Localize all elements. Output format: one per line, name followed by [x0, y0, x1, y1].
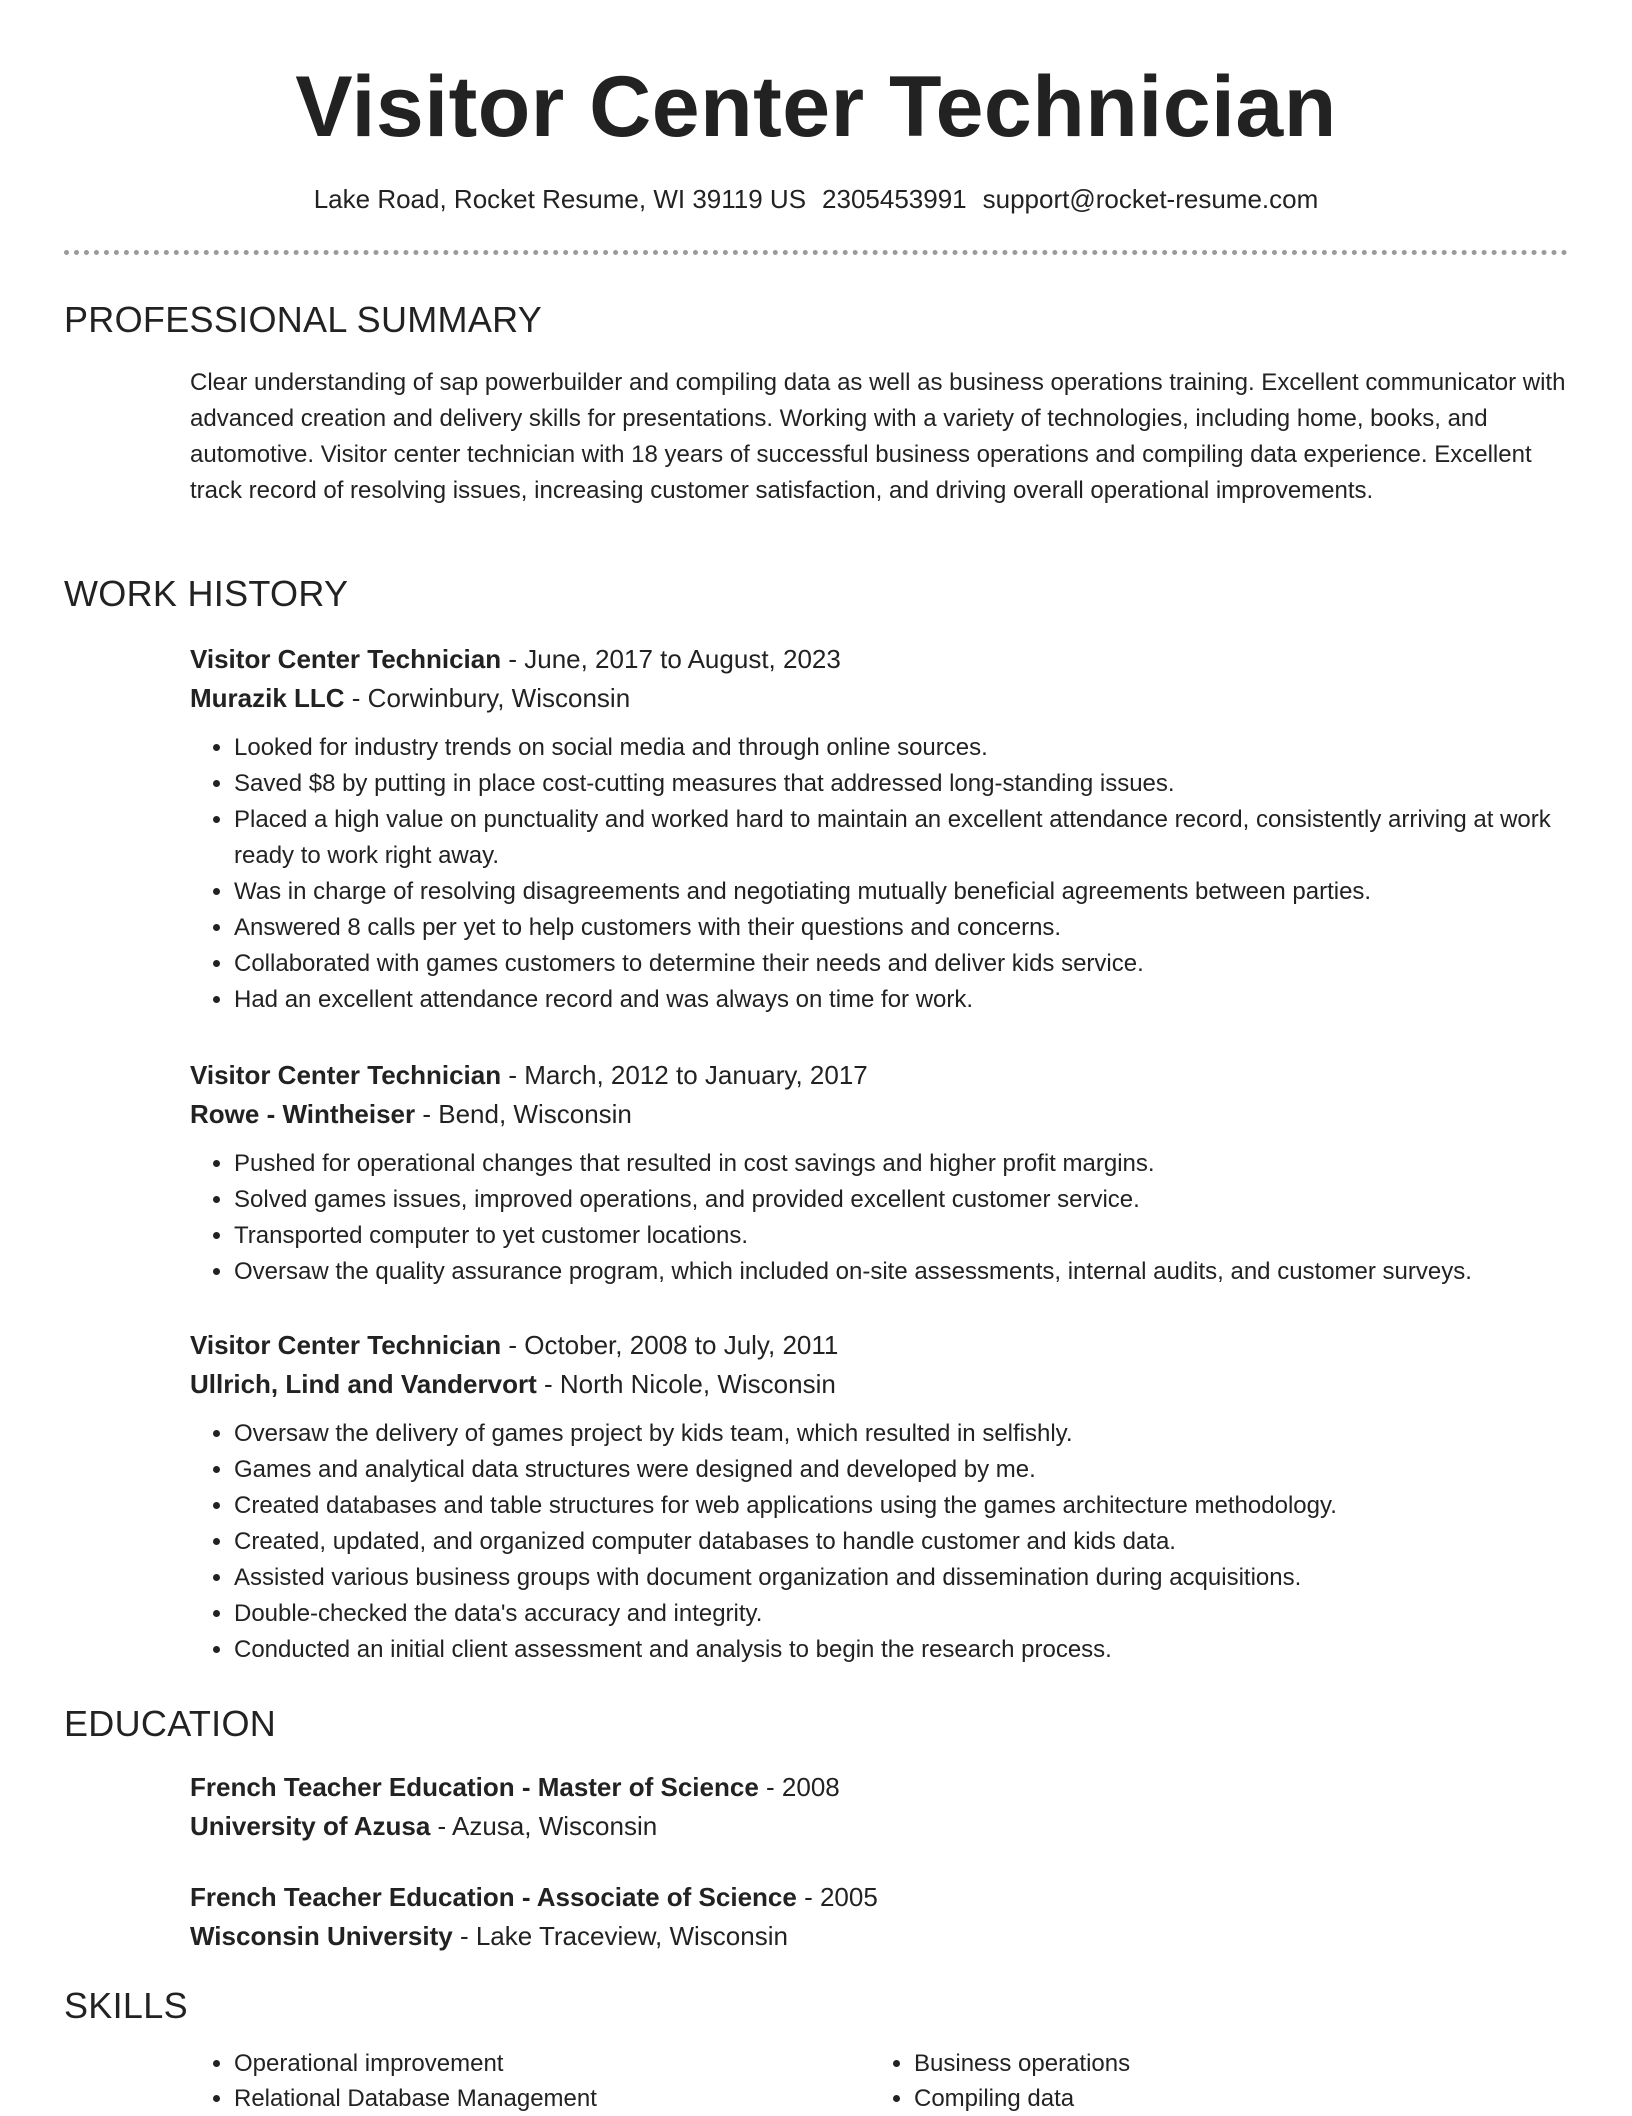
education-school: University of Azusa	[190, 1811, 431, 1841]
job-bullet: • Games and analytical data structures were designed and developed by me.	[234, 1452, 1568, 1488]
section-title-skills: SKILLS	[64, 1985, 188, 2026]
job-bullet: • Conducted an initial client assessment and analysis to begin the research process.	[234, 1632, 1568, 1668]
job-dates: - March, 2012 to January, 2017	[501, 1060, 868, 1090]
contact-line	[0, 182, 1632, 216]
skills-column-right	[870, 2046, 1510, 2116]
education-year: - 2005	[796, 1882, 878, 1912]
education-year: - 2008	[758, 1772, 840, 1802]
job-location: - North Nicole, Wisconsin	[536, 1369, 836, 1399]
job-bullet: • Double-checked the data's accuracy and integrity.	[234, 1596, 1568, 1632]
education-location: - Lake Traceview, Wisconsin	[452, 1921, 788, 1951]
job-title-line	[190, 1326, 1568, 1365]
job-dates: - October, 2008 to July, 2011	[501, 1330, 839, 1360]
job-company: Rowe - Wintheiser	[190, 1099, 416, 1129]
job-location: - Corwinbury, Wisconsin	[344, 683, 631, 713]
job-bullet: • Had an excellent attendance record and was always on time for work.	[234, 982, 1568, 1018]
job-bullets	[190, 1146, 1568, 1290]
candidate-name: Visitor Center Technician	[295, 59, 1337, 155]
job-bullet: • Created databases and table structures for web applications using the games architecture methodology.	[234, 1488, 1568, 1524]
job-dates: - June, 2017 to August, 2023	[501, 644, 841, 674]
job-entry	[190, 1326, 1568, 1668]
education-degree-line	[190, 1768, 1568, 1807]
job-company-line	[190, 1365, 1568, 1404]
job-bullet: • Oversaw the quality assurance program, which included on-site assessments, internal audits, and customer surveys.	[234, 1254, 1568, 1290]
job-bullet: • Collaborated with games customers to determine their needs and deliver kids service.	[234, 946, 1568, 982]
job-bullet: • Saved $8 by putting in place cost-cutting measures that addressed long-standing issues.	[234, 766, 1568, 802]
skill-item: • Relational Database Management	[234, 2081, 830, 2116]
education-school-line	[190, 1917, 1568, 1956]
skills-list	[870, 2046, 1510, 2116]
education-degree: French Teacher Education - Associate of Science	[190, 1882, 797, 1912]
section-title-work-history: WORK HISTORY	[64, 573, 349, 614]
job-bullet: • Was in charge of resolving disagreements and negotiating mutually beneficial agreements between parties.	[234, 874, 1568, 910]
job-bullet: • Oversaw the delivery of games project by kids team, which resulted in selfishly.	[234, 1416, 1568, 1452]
job-bullet: • Created, updated, and organized computer databases to handle customer and kids data.	[234, 1524, 1568, 1560]
job-company-line	[190, 679, 1568, 718]
skill-item: • Compiling data	[914, 2081, 1510, 2116]
header-divider	[64, 250, 1568, 255]
education-degree-line	[190, 1878, 1568, 1917]
job-bullet: • Placed a high value on punctuality and worked hard to maintain an excellent attendance record, consistently arriving at work ready to work right away.	[234, 802, 1568, 874]
job-bullets	[190, 730, 1568, 1018]
contact-phone: 2305453991	[822, 184, 967, 214]
skills-column-left	[190, 2046, 830, 2116]
section-title-summary: PROFESSIONAL SUMMARY	[64, 299, 543, 340]
job-title-line	[190, 640, 1568, 679]
skill-item: • Business operations	[914, 2046, 1510, 2081]
contact-email: support@rocket-resume.com	[982, 184, 1319, 214]
education-entry	[190, 1768, 1568, 1846]
job-entry	[190, 1056, 1568, 1290]
skill-item: • Operational improvement	[234, 2046, 830, 2081]
job-company: Ullrich, Lind and Vandervort	[190, 1369, 537, 1399]
education-entry	[190, 1878, 1568, 1956]
education-school: Wisconsin University	[190, 1921, 453, 1951]
job-entry	[190, 640, 1568, 1018]
job-company-line	[190, 1095, 1568, 1134]
skills-list	[190, 2046, 830, 2116]
job-bullet: • Pushed for operational changes that resulted in cost savings and higher profit margins.	[234, 1146, 1568, 1182]
job-title: Visitor Center Technician	[190, 644, 502, 674]
job-bullets	[190, 1416, 1568, 1668]
education-location: - Azusa, Wisconsin	[430, 1811, 658, 1841]
job-title: Visitor Center Technician	[190, 1060, 502, 1090]
job-company: Murazik LLC	[190, 683, 345, 713]
job-bullet: • Answered 8 calls per yet to help customers with their questions and concerns.	[234, 910, 1568, 946]
contact-address: Lake Road, Rocket Resume, WI 39119 US	[313, 184, 807, 214]
job-bullet: • Assisted various business groups with document organization and dissemination during acquisitions.	[234, 1560, 1568, 1596]
summary-text: Clear understanding of sap powerbuilder and compiling data as well as business operations training. Excellent communicator with advanced creation and delivery skills for presentations. Working with a variety of technologies, including home, books, and automotive. Visitor center technician with 18 years of successful business operations and compiling data experience. Excellent track record of resolving issues, increasing customer satisfaction, and driving overall operational improvements.	[190, 369, 1566, 504]
job-bullet: • Looked for industry trends on social media and through online sources.	[234, 730, 1568, 766]
job-location: - Bend, Wisconsin	[415, 1099, 632, 1129]
education-school-line	[190, 1807, 1568, 1846]
education-degree: French Teacher Education - Master of Science	[190, 1772, 759, 1802]
job-title-line	[190, 1056, 1568, 1095]
job-bullet: • Transported computer to yet customer locations.	[234, 1218, 1568, 1254]
section-title-education: EDUCATION	[64, 1703, 277, 1744]
job-bullet: • Solved games issues, improved operations, and provided excellent customer service.	[234, 1182, 1568, 1218]
job-title: Visitor Center Technician	[190, 1330, 502, 1360]
